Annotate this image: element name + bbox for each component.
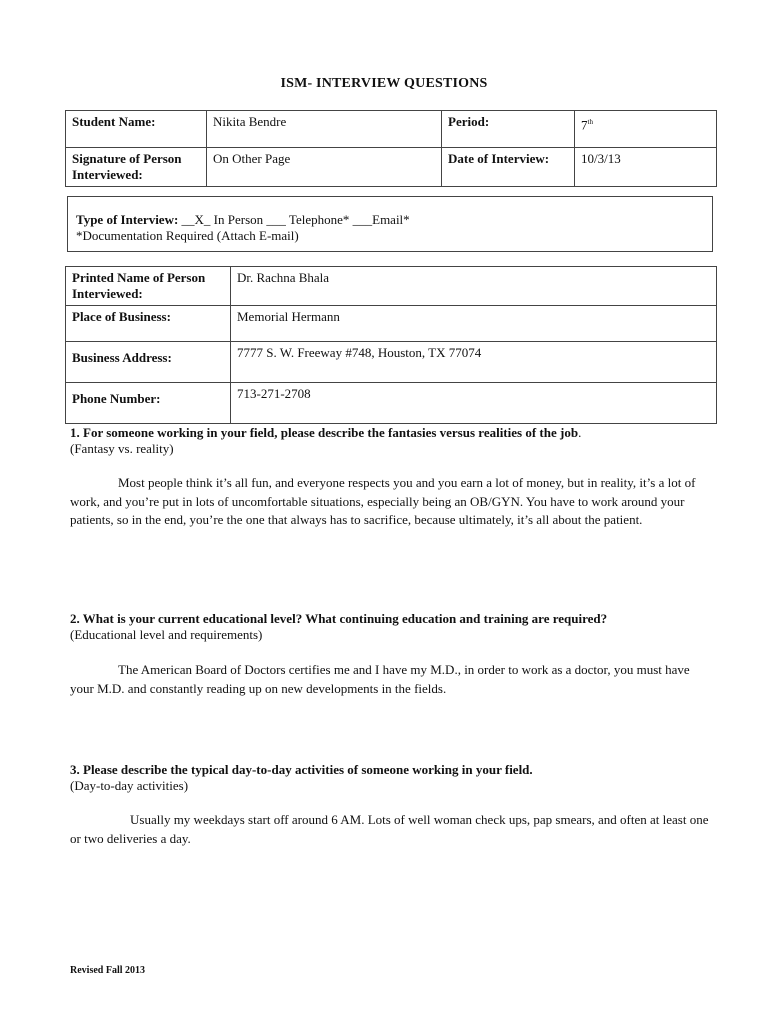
signature-value: On Other Page <box>207 148 442 187</box>
question-3-subtitle: (Day-to-day activities) <box>70 778 189 793</box>
period-suffix: th <box>587 118 593 126</box>
signature-label-line2: Interviewed: <box>72 167 143 182</box>
table-row <box>66 383 717 424</box>
interview-type-options: __X_ In Person ___ Telephone* ___Email* <box>178 212 410 227</box>
table-row <box>66 342 717 383</box>
question-3 <box>70 762 710 794</box>
period-label: Period: <box>442 111 575 148</box>
contact-info-table <box>65 266 717 424</box>
page-title: ISM- INTERVIEW QUESTIONS <box>280 76 488 91</box>
address-label: Business Address: <box>66 342 231 383</box>
student-info-table <box>65 110 717 187</box>
printed-name-value: Dr. Rachna Bhala <box>231 267 717 306</box>
signature-label <box>66 148 207 187</box>
question-2-subtitle: (Educational level and requirements) <box>70 627 263 642</box>
business-label: Place of Business: <box>66 306 231 342</box>
printed-name-label-line2: Interviewed: <box>72 286 143 301</box>
phone-label: Phone Number: <box>66 383 231 424</box>
business-value: Memorial Hermann <box>231 306 717 342</box>
date-value: 10/3/13 <box>575 148 717 187</box>
printed-name-label-line1: Printed Name of Person <box>72 270 206 285</box>
printed-name-label <box>66 267 231 306</box>
question-1-subtitle: (Fantasy vs. reality) <box>70 441 174 456</box>
table-row <box>66 111 717 148</box>
table-row <box>66 306 717 342</box>
period-cell <box>575 111 717 148</box>
interview-type-box <box>67 196 713 252</box>
question-2-text: 2. What is your current educational level? What continuing education and training are required? <box>70 611 608 626</box>
question-1 <box>70 425 710 457</box>
question-1-trailing: . <box>578 425 582 440</box>
period-value: 7 <box>581 117 588 133</box>
question-1-text: 1. For someone working in your field, please describe the fantasies versus realities of the job <box>70 425 579 440</box>
interview-type-note: *Documentation Required (Attach E-mail) <box>76 228 299 243</box>
answer-3: Usually my weekdays start off around 6 AM. Lots of well woman check ups, pap smears, and often at least one or two deliveries a day. <box>70 812 709 846</box>
answer-1: Most people think it’s all fun, and everyone respects you and you earn a lot of money, but in reality, it’s a lot of work, and you’re put in lots of uncomfortable situations, especially being an OB/GYN. You have to work around your patients, so in the end, you’re the one that always has to sacrifice, because ultimately, it’s all about the patient. <box>70 475 696 527</box>
table-row <box>66 267 717 306</box>
signature-label-line1: Signature of Person <box>72 151 182 166</box>
student-name-value: Nikita Bendre <box>207 111 442 148</box>
student-name-label: Student Name: <box>66 111 207 148</box>
address-value: 7777 S. W. Freeway #748, Houston, TX 77074 <box>231 342 717 383</box>
interview-type-label: Type of Interview: <box>76 212 179 227</box>
question-3-text: 3. Please describe the typical day-to-day activities of someone working in your field. <box>70 762 533 777</box>
interview-type-line <box>76 212 704 228</box>
answer-2: The American Board of Doctors certifies me and I have my M.D., in order to work as a doctor, you must have your M.D. and constantly reading up on new developments in the fields. <box>70 662 690 696</box>
phone-value: 713-271-2708 <box>231 383 717 424</box>
table-row <box>66 148 717 187</box>
date-label: Date of Interview: <box>442 148 575 187</box>
revision-footer: Revised Fall 2013 <box>70 965 145 976</box>
question-2 <box>70 611 710 643</box>
